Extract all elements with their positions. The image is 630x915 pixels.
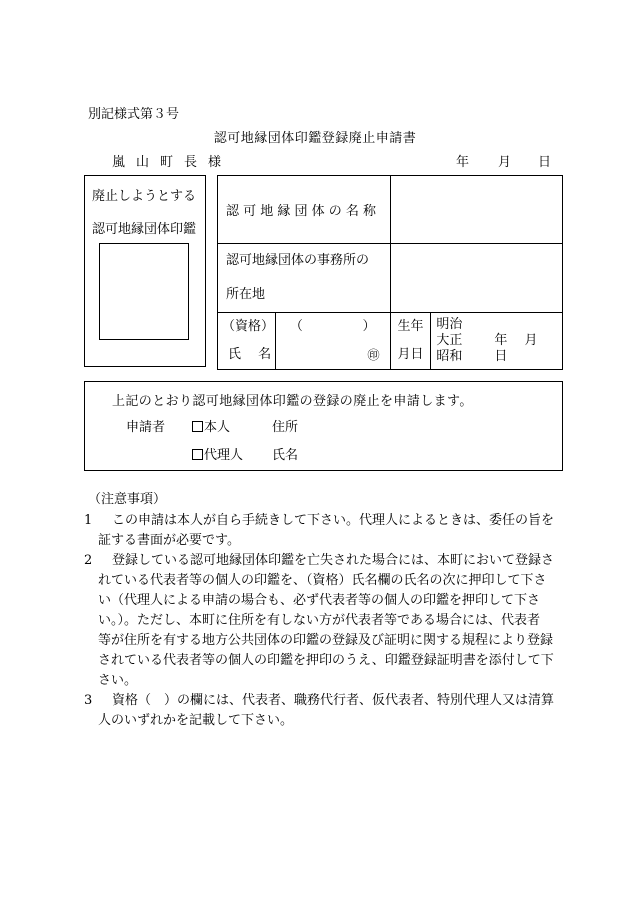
birthdate-ymd: 年 月 日 (494, 333, 555, 364)
agent-label: 代理人 (204, 448, 244, 463)
note-number: 3 (84, 693, 93, 708)
applicant-name-label: 氏名 (272, 448, 299, 463)
seal-mark-icon: ㊞ (367, 348, 380, 362)
name-label: 氏 名 (228, 347, 272, 362)
qualification-label: （資格） (222, 319, 275, 334)
date-year-label: 年 (456, 155, 470, 170)
note-line: さい。 (98, 673, 138, 688)
seal-panel-label-2: 認可地縁団体印鑑 (92, 222, 197, 237)
office-label-2: 所在地 (226, 287, 266, 302)
form-number: 別記様式第３号 (88, 107, 180, 122)
date-day-label: 日 (538, 155, 552, 170)
agent-option[interactable] (192, 444, 243, 463)
group-name-label-cell (218, 176, 391, 244)
era-meiji: 明治 (436, 317, 463, 332)
application-statement: 上記のとおり認可地縁団体印鑑の登録の廃止を申請します。 (112, 394, 473, 409)
era-showa: 昭和 (436, 349, 463, 364)
birthdate-label-1: 生年 (397, 319, 424, 334)
agent-checkbox[interactable] (192, 449, 203, 460)
note-number: 1 (84, 513, 93, 528)
office-label-1: 認可地縁団体の事務所の (226, 253, 370, 268)
birthdate-label-cell (390, 313, 431, 370)
note-item (84, 511, 564, 551)
note-line: 資格（ ）の欄には、代表者、職務代行者、仮代表者、特別代理人又は清算 (112, 693, 555, 708)
qualification-name-field[interactable] (275, 313, 390, 370)
self-option[interactable] (192, 416, 230, 435)
note-line: 等が住所を有する地方公共団体の印鑑の登録及び証明に関する規程により登録 (98, 633, 554, 648)
seal-imprint-area[interactable] (99, 243, 189, 340)
qualification-open-paren: （ (289, 319, 303, 334)
group-name-label: 認 可 地 縁 団 体 の 名 称 (226, 204, 377, 219)
era-taisho: 大正 (436, 333, 463, 348)
note-line: 人のいずれかを記載して下さい。 (98, 713, 294, 728)
birthdate-field[interactable] (431, 313, 563, 370)
note-line: されている代表者等の個人の印鑑を押印のうえ、印鑑登録証明書を添付して下 (98, 653, 554, 668)
note-line: れている代表者等の個人の印鑑を、（資格）氏名欄の氏名の次に押印して下さ (98, 573, 547, 588)
group-name-field[interactable] (390, 176, 563, 244)
address-label: 住所 (272, 420, 299, 435)
note-item (84, 691, 564, 731)
addressee: 嵐山町長様 (112, 155, 233, 170)
notes-heading: （注意事項） (88, 492, 167, 507)
qualification-name-label-cell (218, 313, 276, 370)
document-title: 認可地縁団体印鑑登録廃止申請書 (213, 131, 417, 146)
note-number: 2 (84, 553, 93, 568)
office-address-field[interactable] (390, 244, 563, 313)
note-line: い。）。ただし、本町に住所を有しない方が代表者等である場合には、代表者 (98, 613, 541, 628)
self-checkbox[interactable] (192, 421, 203, 432)
applicant-info-table (217, 175, 563, 370)
office-label-cell (218, 244, 391, 313)
self-label: 本人 (204, 420, 231, 435)
note-line: この申請は本人が自ら手続きして下さい。代理人によるときは、委任の旨を (112, 513, 555, 528)
note-item (84, 551, 564, 691)
note-line: 登録している認可地縁団体印鑑を亡失された場合には、本町において登録さ (112, 553, 555, 568)
qualification-close-paren: ） (362, 319, 376, 334)
note-line: 証する書面が必要です。 (98, 533, 240, 548)
seal-panel-label-1: 廃止しようとする (92, 189, 197, 204)
birthdate-label-2: 月日 (397, 347, 424, 362)
date-month-label: 月 (498, 155, 512, 170)
note-line: い（代理人による申請の場合も、必ず代表者等の個人の印鑑を押印して下さ (98, 593, 541, 608)
applicant-label: 申請者 (126, 420, 166, 435)
